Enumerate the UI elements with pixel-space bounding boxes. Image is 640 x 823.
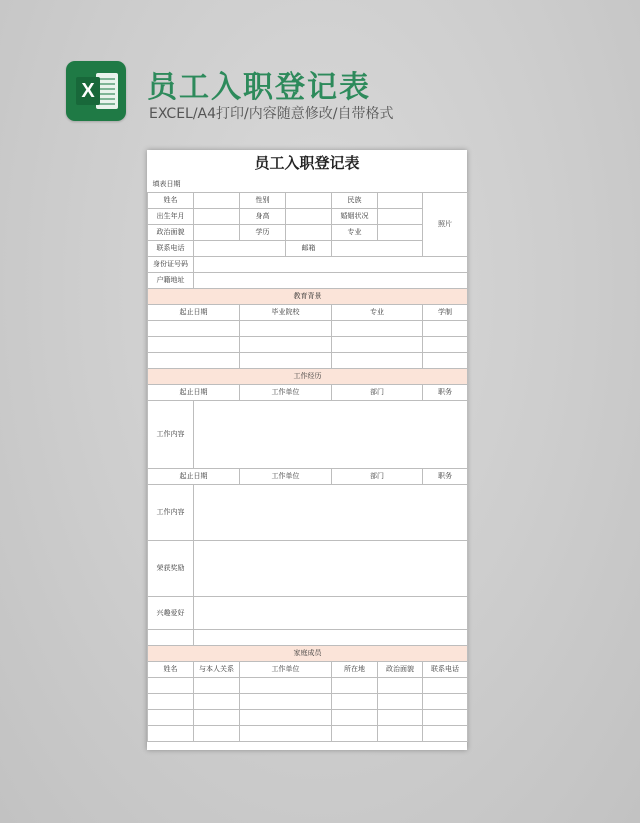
name-label: 姓名 <box>148 192 194 208</box>
major-label: 专业 <box>332 224 378 240</box>
work-content-label: 工作内容 <box>148 400 194 468</box>
political-value[interactable] <box>194 224 240 240</box>
work-col-dates: 起止日期 <box>148 468 240 484</box>
table-row <box>148 677 468 693</box>
work-col-department: 部门 <box>332 468 423 484</box>
birth-label: 出生年月 <box>148 208 194 224</box>
ethnicity-value[interactable] <box>378 192 423 208</box>
table-row <box>148 336 468 352</box>
awards-row <box>148 540 468 596</box>
hukou-label: 户籍地址 <box>148 272 194 288</box>
work-col-company: 工作单位 <box>240 384 332 400</box>
fill-date-label: 填表日期 <box>148 176 468 192</box>
family-col-relation: 与本人关系 <box>194 661 240 677</box>
family-col-location: 所在地 <box>332 661 378 677</box>
awards-value[interactable] <box>194 540 468 596</box>
height-value[interactable] <box>286 208 332 224</box>
table-row <box>148 725 468 741</box>
work-col-position: 职务 <box>423 468 468 484</box>
hobbies-value[interactable] <box>194 596 468 629</box>
ethnicity-label: 民族 <box>332 192 378 208</box>
table-row <box>148 709 468 725</box>
work-header-row <box>148 468 468 484</box>
major-value[interactable] <box>378 224 423 240</box>
section-row <box>148 288 468 304</box>
education-col-duration: 学制 <box>423 304 468 320</box>
work-col-dates: 起止日期 <box>148 384 240 400</box>
education-section-header: 教育背景 <box>148 288 468 304</box>
hukou-value[interactable] <box>194 272 468 288</box>
education-header-row <box>148 304 468 320</box>
name-value[interactable] <box>194 192 240 208</box>
phone-value[interactable] <box>194 240 286 256</box>
education-col-school: 毕业院校 <box>240 304 332 320</box>
work-col-position: 职务 <box>423 384 468 400</box>
political-label: 政治面貌 <box>148 224 194 240</box>
page-subtitle: EXCEL/A4打印/内容随意修改/自带格式 <box>149 106 394 122</box>
info-row <box>148 192 468 208</box>
email-value[interactable] <box>332 240 423 256</box>
phone-label: 联系电话 <box>148 240 194 256</box>
id-number-value[interactable] <box>194 256 468 272</box>
work-content-row <box>148 400 468 468</box>
photo-cell[interactable]: 照片 <box>423 192 468 256</box>
info-row <box>148 240 468 256</box>
family-header-row <box>148 661 468 677</box>
email-label: 邮箱 <box>286 240 332 256</box>
info-row <box>148 224 468 240</box>
section-row <box>148 368 468 384</box>
education-col-dates: 起止日期 <box>148 304 240 320</box>
education-level-value[interactable] <box>286 224 332 240</box>
table-row <box>148 352 468 368</box>
work-content-label: 工作内容 <box>148 484 194 540</box>
family-col-political: 政治面貌 <box>378 661 423 677</box>
excel-x-icon: X <box>76 77 100 105</box>
work-content-row <box>148 484 468 540</box>
education-col-major: 专业 <box>332 304 423 320</box>
gender-label: 性别 <box>240 192 286 208</box>
registration-form <box>147 176 468 742</box>
info-row <box>148 272 468 288</box>
excel-logo <box>66 61 126 121</box>
section-row <box>148 645 468 661</box>
work-content-value[interactable] <box>194 400 468 468</box>
birth-value[interactable] <box>194 208 240 224</box>
marital-value[interactable] <box>378 208 423 224</box>
hobbies-label: 兴趣爱好 <box>148 596 194 629</box>
document-preview <box>147 150 467 750</box>
education-level-label: 学历 <box>240 224 286 240</box>
work-col-department: 部门 <box>332 384 423 400</box>
blank-row <box>148 629 468 645</box>
work-col-company: 工作单位 <box>240 468 332 484</box>
work-content-value[interactable] <box>194 484 468 540</box>
work-header-row <box>148 384 468 400</box>
family-section-header: 家庭成员 <box>148 645 468 661</box>
family-col-phone: 联系电话 <box>423 661 468 677</box>
family-col-name: 姓名 <box>148 661 194 677</box>
id-number-label: 身份证号码 <box>148 256 194 272</box>
marital-label: 婚姻状况 <box>332 208 378 224</box>
info-row <box>148 208 468 224</box>
table-row <box>148 320 468 336</box>
hobbies-row <box>148 596 468 629</box>
awards-label: 荣获奖励 <box>148 540 194 596</box>
height-label: 身高 <box>240 208 286 224</box>
gender-value[interactable] <box>286 192 332 208</box>
info-row <box>148 256 468 272</box>
work-section-header: 工作经历 <box>148 368 468 384</box>
page-title: 员工入职登记表 <box>147 70 371 105</box>
table-row <box>148 693 468 709</box>
family-col-company: 工作单位 <box>240 661 332 677</box>
fill-date-row <box>148 176 468 192</box>
form-title: 员工入职登记表 <box>254 154 360 172</box>
